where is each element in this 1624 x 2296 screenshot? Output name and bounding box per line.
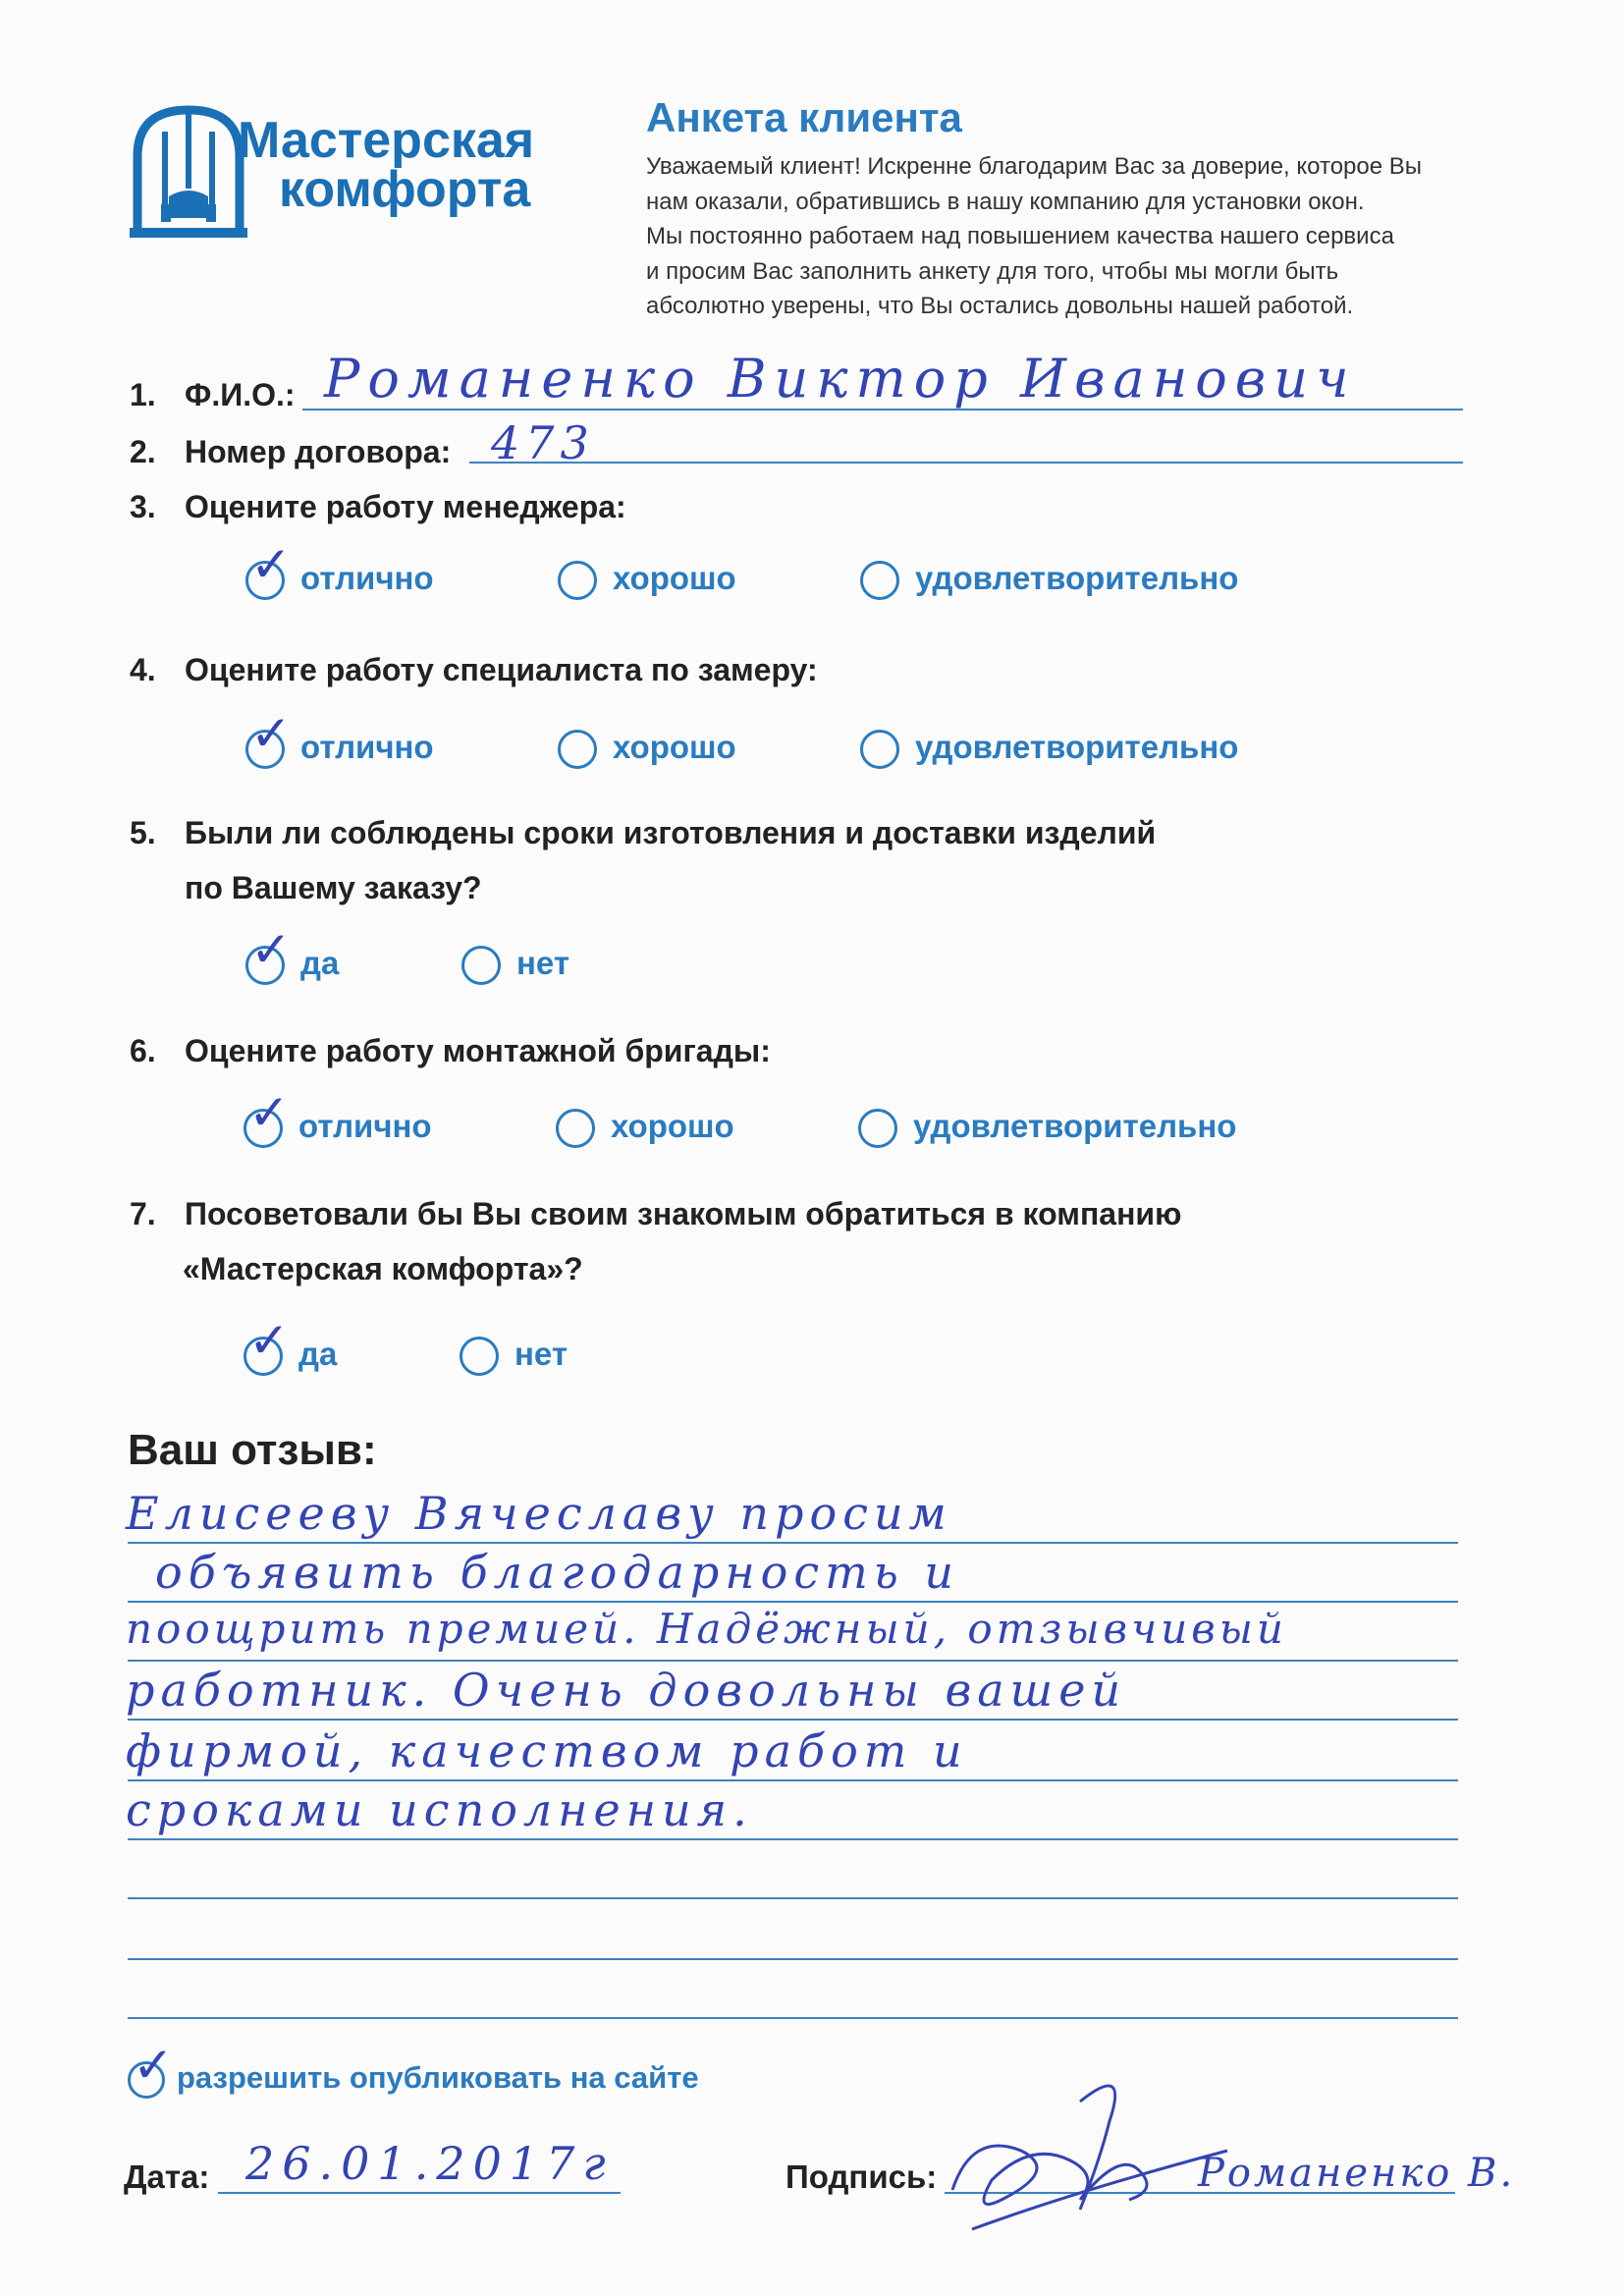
intro-line: Мы постоянно работаем над повышением качества нашего сервиса	[646, 223, 1394, 249]
question-1: 1. Ф.И.О.:	[130, 377, 296, 412]
review-line	[128, 1719, 1458, 1721]
fio-field[interactable]: Романенко Виктор Иванович	[324, 348, 1357, 410]
question-6: 6. Оцените работу монтажной бригады:	[130, 1033, 771, 1068]
review-line	[128, 1838, 1458, 1840]
radio-circle-icon[interactable]	[558, 730, 597, 769]
review-line	[128, 1542, 1458, 1544]
radio-circle-icon[interactable]	[860, 561, 899, 600]
publish-checkbox[interactable]	[128, 2036, 174, 2099]
question-7: 7. Посоветовали бы Вы своим знакомым обратиться в компанию	[130, 1196, 1182, 1231]
q7-option-yes[interactable]: ✓ да	[244, 1336, 337, 1376]
check-mark-icon: ✓	[248, 1084, 290, 1142]
question-3: 3. Оцените работу менеджера:	[130, 489, 626, 524]
radio-circle-icon[interactable]	[461, 946, 501, 985]
logo-line-1: Мастерская	[238, 112, 535, 169]
radio-circle-icon[interactable]	[245, 705, 292, 769]
intro-line: Уважаемый клиент! Искренне благодарим Вас за доверие, которое Вы	[646, 153, 1423, 180]
q7-label-line-1: Посоветовали бы Вы своим знакомым обратиться в компанию	[185, 1196, 1182, 1231]
check-mark-icon: ✓	[248, 1312, 290, 1370]
review-title: Ваш отзыв:	[128, 1426, 377, 1474]
q5-label-line-1: Были ли соблюдены сроки изготовления и доставки изделий	[185, 815, 1157, 850]
check-mark-icon: ✓	[250, 536, 292, 594]
q5-option-no[interactable]: нет	[461, 945, 569, 985]
q4-option-good[interactable]: хорошо	[558, 729, 736, 769]
intro-line: и просим Вас заполнить анкету для того, чтобы мы могли быть	[646, 257, 1339, 285]
review-line	[128, 2017, 1458, 2019]
radio-circle-icon[interactable]	[244, 1312, 290, 1376]
q5-option-yes[interactable]: ✓ да	[245, 945, 339, 985]
review-text-line[interactable]: фирмой, качеством работ и	[126, 1724, 968, 1777]
publish-permission[interactable]	[128, 2036, 699, 2099]
intro-text	[646, 149, 1481, 324]
radio-circle-icon[interactable]	[460, 1337, 499, 1376]
review-line	[128, 1958, 1458, 1960]
review-line	[128, 1897, 1458, 1899]
radio-circle-icon[interactable]	[245, 536, 292, 600]
check-mark-icon: ✓	[133, 2036, 174, 2094]
question-5: 5. Были ли соблюдены сроки изготовления и доставки изделий	[130, 815, 1157, 850]
window-sofa-logo-icon	[130, 102, 247, 240]
radio-circle-icon[interactable]	[245, 921, 292, 985]
review-line	[128, 1779, 1458, 1781]
question-2: 2. Номер договора:	[130, 434, 452, 469]
contract-number-field[interactable]: 473	[491, 416, 595, 469]
review-text-line[interactable]: Елисееву Вячеславу просим	[126, 1487, 952, 1540]
radio-circle-icon[interactable]	[556, 1109, 595, 1148]
publish-label: разрешить опубликовать на сайте	[177, 2060, 699, 2095]
q4-option-excellent[interactable]: ✓ отлично	[245, 729, 434, 769]
check-mark-icon: ✓	[250, 921, 292, 979]
form-title: Анкета клиента	[646, 94, 962, 140]
signature-label: Подпись:	[785, 2159, 938, 2195]
q3-option-excellent[interactable]: ✓ отлично	[245, 560, 434, 600]
review-text-line[interactable]: работник. Очень довольны вашей	[126, 1664, 1127, 1717]
signature-scribble	[933, 2043, 1257, 2239]
review-line	[128, 1601, 1458, 1603]
question-4: 4. Оцените работу специалиста по замеру:	[130, 652, 818, 687]
radio-circle-icon[interactable]	[860, 730, 899, 769]
contract-underline	[469, 462, 1463, 464]
radio-circle-icon[interactable]	[244, 1084, 290, 1148]
q3-label: Оцените работу менеджера:	[185, 489, 626, 524]
q7-label-line-2: «Мастерская комфорта»?	[183, 1251, 583, 1286]
q6-option-satisfactory[interactable]: удовлетворительно	[858, 1108, 1236, 1148]
radio-circle-icon[interactable]	[858, 1109, 897, 1148]
q5-label-line-2: по Вашему заказу?	[185, 870, 482, 905]
q1-label: Ф.И.О.:	[185, 377, 296, 412]
q4-label: Оцените работу специалиста по замеру:	[185, 652, 818, 687]
q6-label: Оцените работу монтажной бригады:	[185, 1033, 771, 1068]
logo-wordmark	[238, 112, 535, 218]
intro-line: абсолютно уверены, что Вы остались довольны нашей работой.	[646, 293, 1354, 319]
check-mark-icon: ✓	[250, 705, 292, 763]
q4-option-satisfactory[interactable]: удовлетворительно	[860, 729, 1238, 769]
review-line	[128, 1660, 1458, 1662]
q3-option-satisfactory[interactable]: удовлетворительно	[860, 560, 1238, 600]
radio-circle-icon[interactable]	[558, 561, 597, 600]
signature-name: Романенко В.	[1198, 2151, 1516, 2196]
intro-line: нам оказали, обратившись в нашу компанию для установки окон.	[646, 188, 1365, 215]
logo-line-2: комфорта	[279, 161, 531, 218]
q3-option-good[interactable]: хорошо	[558, 560, 736, 600]
q2-label: Номер договора:	[185, 434, 452, 469]
review-text-line[interactable]: поощрить премией. Надёжный, отзывчивый	[126, 1605, 1287, 1653]
date-underline	[218, 2192, 621, 2194]
q7-option-no[interactable]: нет	[460, 1336, 568, 1376]
q6-option-good[interactable]: хорошо	[556, 1108, 734, 1148]
date-field[interactable]: 26.01.2017г	[245, 2137, 614, 2190]
review-text-line[interactable]: сроками исполнения.	[126, 1783, 753, 1836]
q6-option-excellent[interactable]: ✓ отлично	[244, 1108, 432, 1148]
review-text-line[interactable]: объявить благодарность и	[155, 1546, 959, 1599]
date-label: Дата:	[124, 2159, 210, 2195]
